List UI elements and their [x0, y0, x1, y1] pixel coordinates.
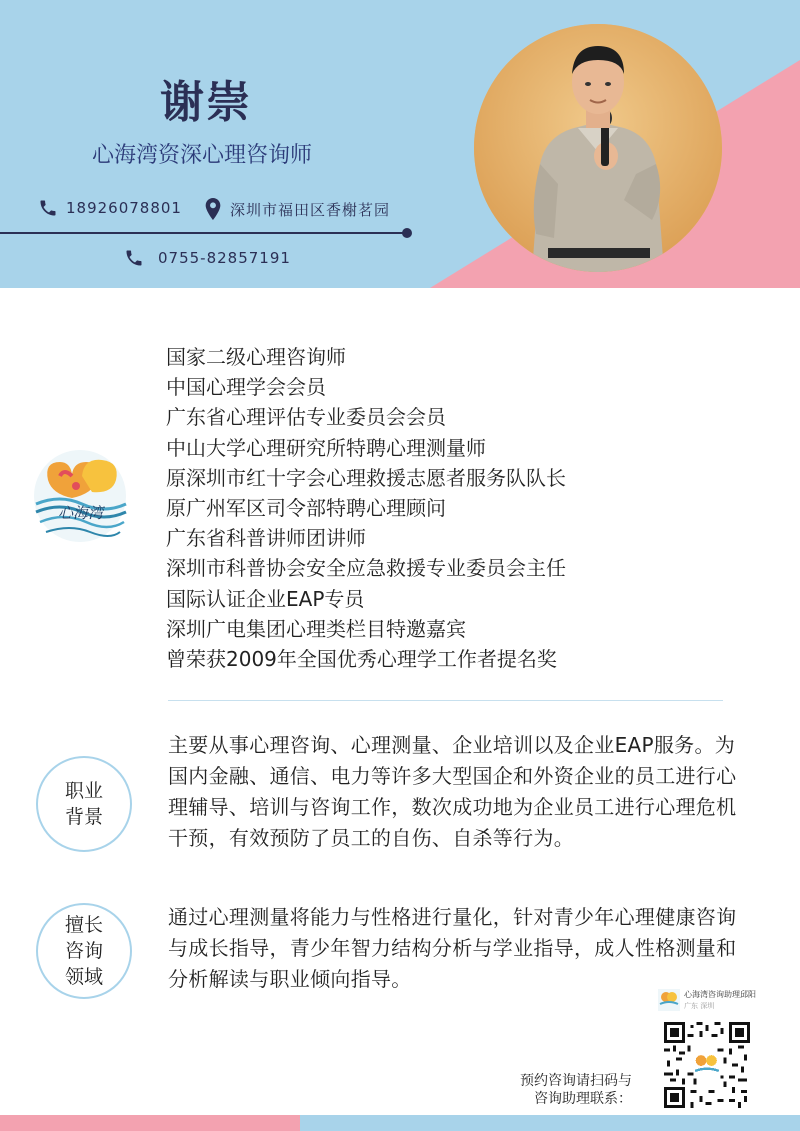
qr-code[interactable] — [664, 1022, 750, 1108]
person-name: 谢崇 — [160, 77, 252, 128]
qr-caption — [520, 1072, 632, 1108]
contact-avatar-icon — [658, 989, 680, 1011]
expertise-label-line1: 擅长 — [64, 914, 103, 936]
phone-icon — [38, 198, 58, 218]
expertise-label-line2: 咨询 — [64, 940, 103, 962]
expertise-label — [36, 903, 132, 999]
credential-item: 原深圳市红十字会心理救援志愿者服务队队长 — [166, 465, 566, 490]
address — [204, 198, 390, 220]
credential-item: 国际认证企业EAP专员 — [166, 586, 365, 611]
mobile-phone-text: 18926078801 — [66, 199, 182, 217]
qr-caption-line1: 预约咨询请扫码与 — [520, 1073, 632, 1089]
location-pin-icon — [204, 198, 222, 220]
credential-item: 国家二级心理咨询师 — [166, 345, 346, 369]
qr-contact-name: 心海湾咨询助理邱阳 — [684, 990, 756, 999]
mobile-phone[interactable] — [38, 198, 182, 218]
logo-text: 心海湾 — [58, 504, 104, 522]
credential-item: 中国心理学会会员 — [166, 375, 326, 400]
header-divider-line — [0, 232, 410, 234]
credentials-list — [166, 342, 566, 674]
person-title: 心海湾资深心理咨询师 — [92, 143, 313, 168]
expertise-label-line3: 领域 — [64, 966, 103, 988]
credential-item: 广东省心理评估专业委员会会员 — [166, 405, 446, 430]
profile-photo — [474, 24, 722, 272]
landline-phone[interactable] — [124, 248, 291, 268]
credential-item: 曾荣获2009年全国优秀心理学工作者提名奖 — [166, 647, 557, 672]
landline-phone-text: 0755-82857191 — [158, 249, 291, 267]
xinhaiwan-logo — [30, 440, 130, 545]
qr-contact-header — [658, 987, 758, 1013]
qr-caption-line2: 咨询助理联系： — [534, 1091, 632, 1107]
credential-item: 原广州军区司令部特聘心理顾问 — [166, 496, 446, 521]
address-text: 深圳市福田区香榭茗园 — [230, 200, 391, 219]
credential-item: 广东省科普讲师团讲师 — [166, 526, 366, 551]
career-label-line1: 职业 — [64, 780, 103, 802]
qr-contact-location: 广东 深圳 — [684, 1002, 715, 1010]
career-label-line2: 背景 — [64, 806, 103, 828]
career-background-text: 主要从事心理咨询、心理测量、企业培训以及企业EAP服务。为国内金融、通信、电力等许多大型国企和外资企业的员工进行心理辅导、培训与咨询工作，数次成功地为企业员工进行心理危机干预，有效预防了员工的自伤、自杀等行为。 — [168, 733, 737, 850]
footer-blue-bar — [300, 1115, 800, 1131]
person-portrait-image — [474, 24, 722, 272]
credential-item: 中山大学心理研究所特聘心理测量师 — [166, 435, 486, 460]
credential-item: 深圳市科普协会安全应急救援专业委员会主任 — [166, 556, 566, 581]
expertise-text: 通过心理测量将能力与性格进行量化，针对青少年心理健康咨询与成长指导，青少年智力结构分析与学业指导，成人性格测量和分析解读与职业倾向指导。 — [168, 905, 737, 991]
career-background-label — [36, 756, 132, 852]
header-divider-dot — [402, 228, 412, 238]
footer-pink-bar — [0, 1115, 300, 1131]
phone-icon — [124, 248, 144, 268]
section-separator — [168, 700, 723, 701]
credential-item: 深圳广电集团心理类栏目特邀嘉宾 — [166, 616, 466, 641]
header-banner — [0, 0, 800, 288]
